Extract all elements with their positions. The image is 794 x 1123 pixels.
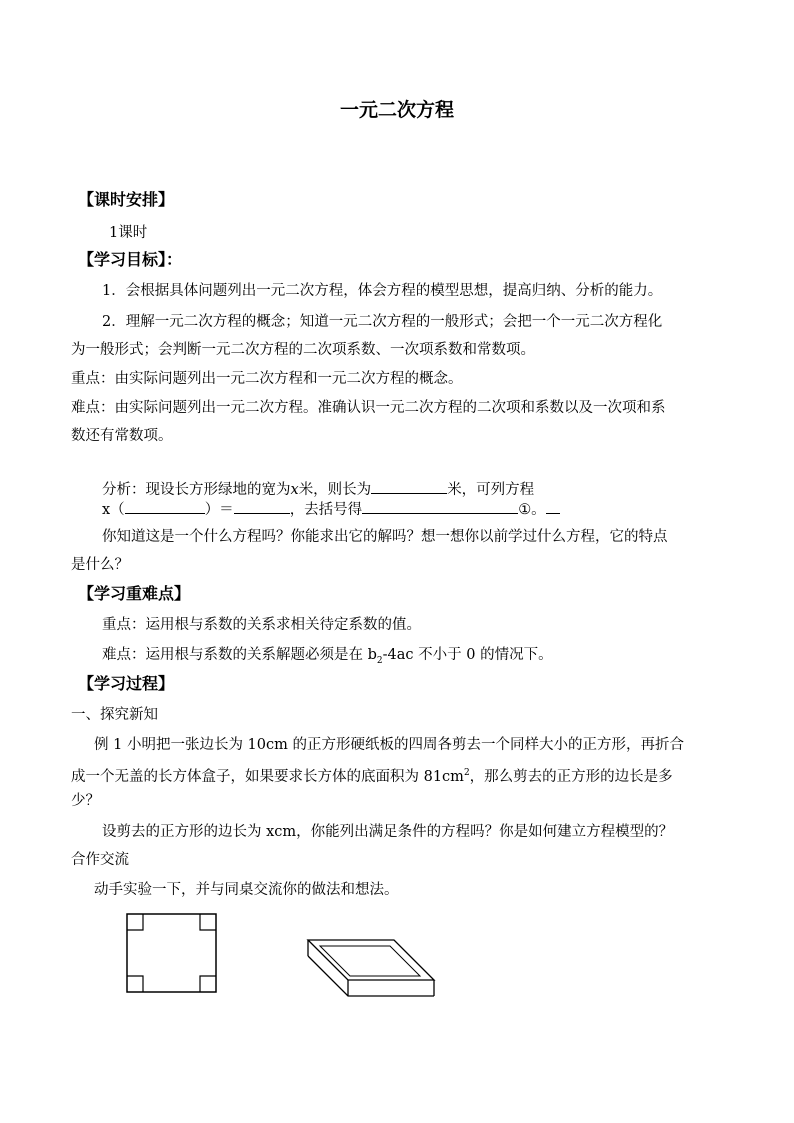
difficult-point-2	[102, 645, 553, 671]
difficult-text-a: 难点：运用根与系数的关系解题必须是在 b	[102, 647, 377, 663]
subscript-2: 2	[376, 655, 383, 666]
question-line-1: 你知道这是一个什么方程吗？你能求出它的解吗？想一想你以前学过什么方程，它的特点	[102, 529, 668, 545]
length-blank[interactable]	[371, 479, 447, 494]
key-point: 重点：由实际问题列出一元二次方程和一元二次方程的概念。	[71, 371, 463, 387]
example-line-3: 少？	[71, 793, 100, 809]
difficult-point-line-1: 难点：由实际问题列出一元二次方程。准确认识一元二次方程的二次项和系数以及一次项和系	[71, 400, 666, 416]
difficult-point-line-2: 数还有常数项。	[71, 428, 173, 444]
eq-comma: ，去括号得	[289, 502, 363, 518]
question-line-2: 是什么？	[71, 557, 129, 573]
variable-x: x	[290, 482, 299, 498]
open-box-diagram	[300, 936, 440, 1002]
schedule-content: 1课时	[109, 225, 148, 241]
cut-square-diagram	[125, 912, 220, 994]
example-line-1: 例 1 小明把一张边长为 10cm 的正方形硬纸板的四周各剪去一个同样大小的正方形，再折合	[94, 737, 684, 753]
hands-on-instruction: 动手实验一下，并与同桌交流你的做法和想法。	[94, 882, 399, 898]
cooperate-label: 合作交流	[71, 852, 129, 868]
example-line-2	[71, 763, 673, 787]
eq-mid: ）＝	[204, 502, 234, 518]
difficult-text-b: -4ac 不小于 0 的情况下。	[382, 647, 553, 663]
equation-blank-1[interactable]	[125, 499, 205, 514]
page-title: 一元二次方程	[339, 99, 454, 121]
analysis-text-3: 米，可列方程	[447, 482, 535, 498]
key-point-2: 重点：运用根与系数的关系求相关待定系数的值。	[102, 617, 421, 633]
schedule-heading: 【课时安排】	[78, 190, 175, 209]
analysis-text-2: 米，则长为	[298, 482, 372, 498]
goal-1: 1．会根据具体问题列出一元二次方程，体会方程的模型思想，提高归纳、分析的能力。	[102, 283, 663, 299]
analysis-line	[102, 479, 534, 500]
explore-heading: 一、探究新知	[71, 707, 158, 723]
equation-line	[102, 499, 560, 520]
eq-number: ①。	[518, 502, 546, 518]
example-text-a: 成一个无盖的长方体盒子，如果要求长方体的底面积为 81cm	[71, 768, 464, 785]
setup-question: 设剪去的正方形的边长为 xcm，你能列出满足条件的方程吗？你是如何建立方程模型的？	[102, 824, 674, 840]
goal-2-line-2: 为一般形式；会判断一元二次方程的二次项系数、一次项系数和常数项。	[71, 342, 535, 358]
goal-2-line-1: 2．理解一元二次方程的概念；知道一元二次方程的一般形式；会把一个一元二次方程化	[102, 314, 663, 330]
analysis-text-1: 分析：现设长方形绿地的宽为	[102, 482, 291, 498]
superscript-2: 2	[463, 768, 470, 778]
process-heading: 【学习过程】	[78, 674, 175, 693]
equation-blank-2[interactable]	[234, 499, 290, 514]
equation-blank-3[interactable]	[362, 499, 518, 514]
example-text-b: ，那么剪去的正方形的边长是多	[469, 768, 673, 785]
equation-trailing-line	[546, 499, 560, 514]
goals-heading: 【学习目标】：	[78, 250, 183, 269]
key-difficult-heading: 【学习重难点】	[78, 584, 191, 603]
eq-start: x（	[102, 502, 125, 518]
